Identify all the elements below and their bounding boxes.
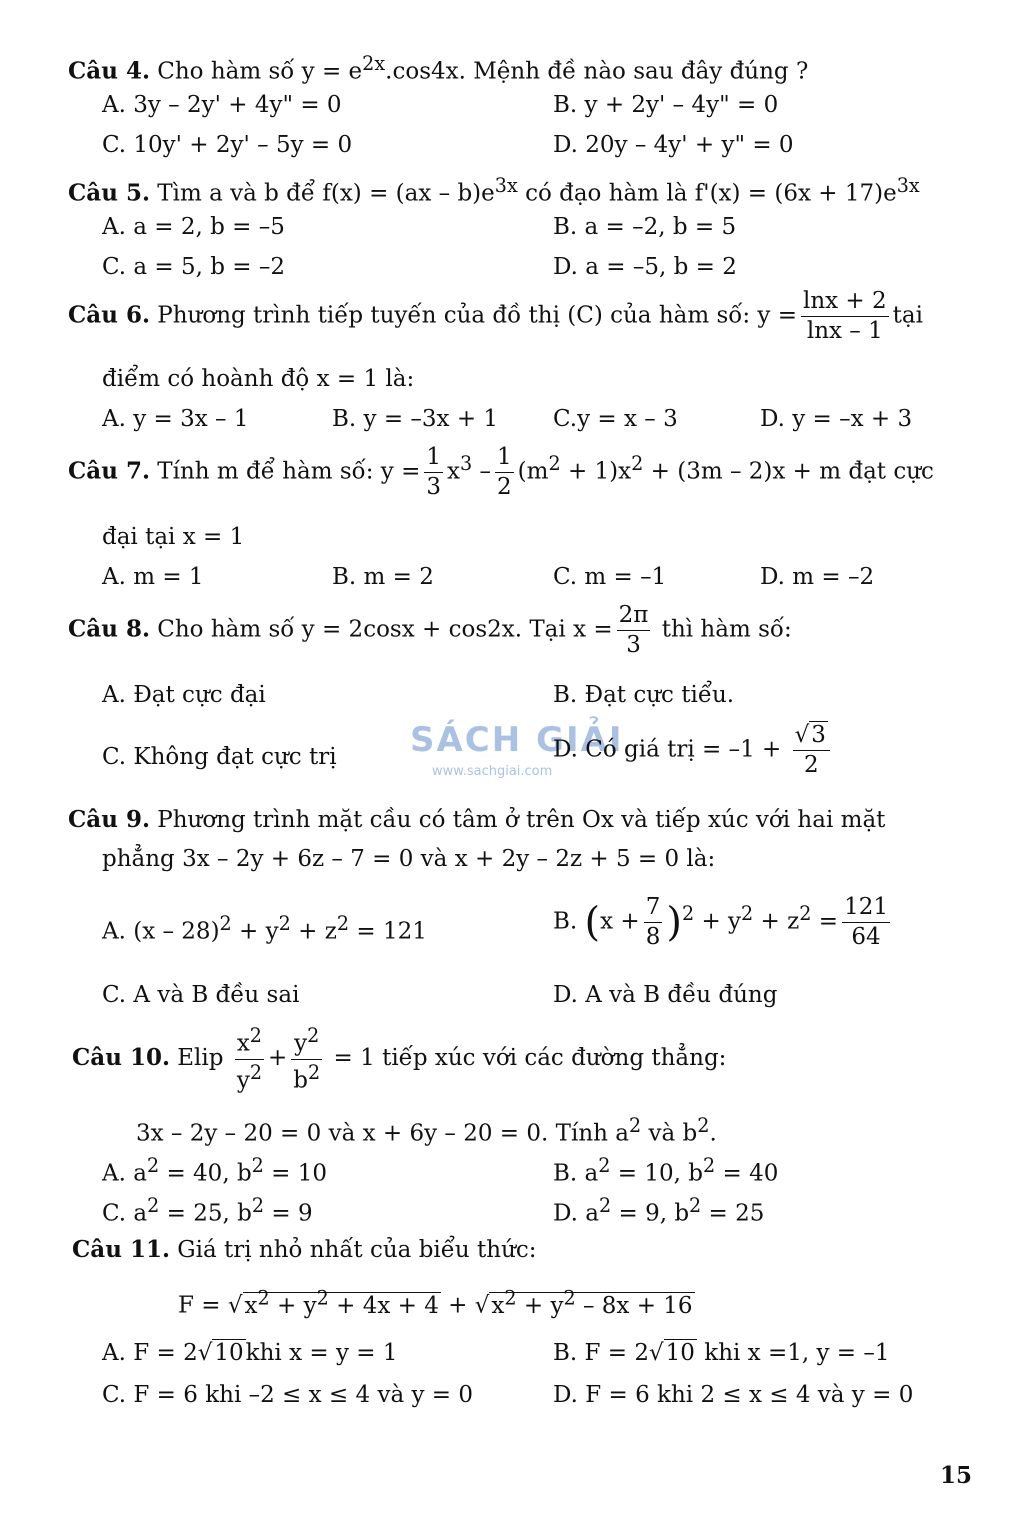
question-10-n1: x [236, 1030, 250, 1057]
sqrt-icon: √ [649, 1340, 664, 1366]
question-6-option-a: A. y = 3x – 1 [102, 406, 249, 432]
question-4-label: Câu 4. [68, 57, 150, 85]
question-9-text: Phương trình mặt cầu có tâm ở trên Ox và tiếp xúc với hai mặt [157, 807, 886, 833]
question-10-option-c-p1: C. a [102, 1200, 148, 1227]
question-10-n2-exp: 2 [307, 1024, 320, 1047]
question-11-root-2-b: + y [516, 1292, 564, 1319]
question-11-option-a-radicand: 10 [214, 1340, 244, 1366]
sqrt-icon: √ [474, 1292, 490, 1319]
question-4-option-a: A. 3y – 2y' + 4y" = 0 [102, 92, 342, 118]
question-6-y: y = [757, 302, 797, 329]
question-10-plus: + [268, 1045, 288, 1072]
question-7-fraction-1-numerator: 1 [426, 444, 442, 470]
question-6-option-d: D. y = –x + 3 [760, 406, 913, 432]
question-7-term-2-exponent: 2 [631, 451, 644, 475]
question-7-term-2: + 1)x [560, 458, 632, 485]
question-5-stem [68, 176, 920, 206]
question-10-option-d-p1: D. a [553, 1200, 599, 1227]
question-8-text: Cho hàm số y = 2cosx + cos2x. Tại [157, 616, 566, 643]
question-5-option-c: C. a = 5, b = –2 [102, 254, 286, 280]
question-6-stem [68, 290, 923, 343]
question-6-label: Câu 6. [68, 301, 150, 329]
question-8-numerator: 2π [618, 602, 649, 628]
question-4-option-c: C. 10y' + 2y' – 5y = 0 [102, 132, 353, 158]
question-10-fraction-2-denominator [291, 1059, 322, 1093]
question-9-stem [68, 808, 885, 832]
question-7-fraction-1 [424, 446, 443, 499]
question-9-option-b-exp-3: 2 [799, 901, 812, 925]
question-9-option-b-result-denominator: 64 [842, 922, 890, 949]
question-11-option-b [553, 1342, 890, 1365]
question-9-option-b-exp-1: 2 [681, 901, 695, 925]
question-10-option-c-s2: 2 [251, 1194, 265, 1217]
right-paren-icon: ) [666, 899, 682, 946]
question-7-term-3: + (3m – 2)x + m [643, 458, 842, 485]
question-9-option-a-exp-1: 2 [219, 912, 232, 935]
question-11-option-b-tail: khi x =1, y = –1 [696, 1340, 890, 1366]
question-5-option-b: B. a = –2, b = 5 [553, 214, 737, 240]
question-5-text-2: có đạo hàm là f'(x) = (6x + 17)e [517, 180, 897, 207]
question-11-option-b-text: B. F = 2 [553, 1340, 650, 1366]
question-7-y: y = [380, 458, 421, 485]
question-7-option-b: B. m = 2 [332, 564, 434, 590]
question-6-numerator: lnx + 2 [802, 288, 887, 314]
question-10-option-d [553, 1196, 764, 1226]
question-10-stem [72, 1026, 726, 1092]
question-11-f: F = [178, 1292, 221, 1319]
question-11-root-2-a: x [491, 1292, 505, 1319]
question-4-exponent: 2x [362, 52, 386, 75]
question-11-root-2 [489, 1288, 694, 1318]
question-7-term-1: (m [517, 458, 549, 485]
question-10-option-d-s1: 2 [598, 1194, 612, 1217]
question-10-option-a-p2: = 40, b [159, 1160, 252, 1187]
question-10-option-a-s2: 2 [251, 1154, 264, 1177]
question-10-option-b-p2: = 10, b [610, 1160, 703, 1187]
question-11-root-1-a: x [244, 1292, 258, 1319]
question-4-stem [68, 54, 808, 84]
question-9-option-b-result-numerator: 121 [844, 894, 888, 920]
question-11-option-b-radicand: 10 [665, 1340, 695, 1366]
question-7-x-exponent: 3 [460, 451, 473, 475]
question-11-root-2-exp-2: 2 [563, 1286, 576, 1309]
question-10-n2: y [294, 1030, 308, 1057]
question-4-text-2: .cos4x. Mệnh đề nào sau đây đúng ? [385, 58, 809, 85]
question-11-stem [72, 1238, 537, 1262]
question-11-option-d: D. F = 6 khi 2 ≤ x ≤ 4 và y = 0 [553, 1382, 914, 1408]
question-10-option-a-p1: A. a [102, 1160, 147, 1187]
question-6-tail: tại [892, 302, 923, 329]
sqrt-icon: √ [197, 1340, 213, 1366]
question-10-option-b [553, 1156, 778, 1186]
question-11-option-a-text: A. F = 2 [102, 1340, 198, 1366]
question-10-line-exp: 2 [628, 1114, 642, 1137]
question-11-option-a-tail: khi x = y = 1 [245, 1340, 398, 1366]
question-10-option-c-s1: 2 [147, 1194, 160, 1217]
question-8-option-d-fraction [793, 724, 830, 777]
question-10-option-a [102, 1156, 327, 1186]
question-10-d2-exp: 2 [308, 1060, 321, 1084]
question-10-fraction-1 [235, 1026, 264, 1092]
question-9-option-b-label: B. [553, 908, 578, 935]
question-10-option-b-s2: 2 [702, 1154, 716, 1177]
question-9-option-b-equals: = [811, 908, 839, 935]
question-9-option-b [553, 896, 894, 949]
question-7-option-a: A. m = 1 [102, 564, 204, 590]
question-7-x: x [447, 458, 460, 485]
question-8-label: Câu 8. [68, 615, 150, 643]
question-10-option-d-p2: = 9, b [611, 1200, 690, 1227]
question-6-text: Phương trình tiếp tuyến của đồ thị (C) của hàm số: [157, 302, 751, 329]
question-8-fraction [617, 604, 651, 657]
question-10-option-b-p1: B. a [553, 1160, 599, 1187]
question-5-exponent: 3x [494, 174, 518, 197]
question-9-option-d: D. A và B đều đúng [553, 982, 778, 1008]
question-11-root-1-c: + 4x + 4 [328, 1292, 439, 1319]
question-8-x: x = [573, 616, 613, 643]
question-8-option-d-radicand: 3 [811, 722, 826, 748]
question-10-option-a-p3: = 10 [263, 1160, 328, 1187]
question-11-plus: + [440, 1292, 475, 1319]
question-10-option-c-p2: = 25, b [159, 1200, 252, 1227]
question-9-option-b-part-2: + y [701, 908, 742, 935]
question-7-fraction-2-numerator: 1 [497, 444, 512, 470]
question-10-option-b-s1: 2 [598, 1154, 611, 1177]
question-10-text: Elip [177, 1045, 224, 1072]
question-9-option-b-denominator: 8 [645, 924, 661, 950]
question-10-option-b-p3: = 40 [715, 1160, 779, 1187]
question-11-expression [178, 1288, 695, 1318]
question-8-option-b: B. Đạt cực tiểu. [553, 682, 735, 708]
question-9-option-b-x: x + [600, 908, 640, 935]
question-5-exponent-2: 3x [896, 174, 920, 197]
question-10-lines [136, 1116, 717, 1146]
question-9-continuation: phẳng 3x – 2y + 6z – 7 = 0 và x + 2y – 2z + 5 = 0 là: [102, 846, 716, 872]
question-10-line-text-2: và b [641, 1120, 698, 1147]
watermark-logo: SÁCH GIẢI [410, 720, 624, 760]
watermark-url: www.sachgiai.com [432, 764, 553, 779]
question-11-root-1-b: + y [269, 1292, 317, 1319]
question-6-option-b: B. y = –3x + 1 [332, 406, 499, 432]
question-8-tail: thì hàm số: [661, 616, 792, 643]
question-9-option-a [102, 914, 427, 944]
question-11-root-2-c: – 8x + 16 [575, 1292, 693, 1319]
question-9-label: Câu 9. [68, 806, 150, 833]
question-10-fraction-2 [291, 1026, 322, 1092]
question-7-term-1-exponent: 2 [548, 451, 561, 475]
question-10-d1-exp: 2 [249, 1060, 263, 1084]
question-11-root-1 [243, 1288, 441, 1318]
question-10-d1: y [236, 1067, 250, 1094]
question-10-line-text: 3x – 2y – 20 = 0 và x + 6y – 20 = 0. Tính a [136, 1120, 629, 1147]
question-11-label: Câu 11. [72, 1236, 170, 1263]
question-7-option-c: C. m = –1 [553, 564, 667, 590]
question-11-root-2-exp: 2 [504, 1286, 517, 1309]
question-9-option-a-part-3: + z [290, 918, 337, 945]
question-9-option-a-exp-2: 2 [278, 912, 291, 935]
question-5-label: Câu 5. [68, 179, 150, 207]
question-10-d2: b [293, 1067, 309, 1094]
question-7-label: Câu 7. [68, 457, 150, 485]
question-7-tail: đạt cực [848, 458, 934, 485]
question-10-n1-exp: 2 [249, 1024, 262, 1047]
question-7-minus: – [479, 458, 492, 485]
question-10-option-a-s1: 2 [146, 1154, 160, 1177]
sqrt-icon: √ [227, 1292, 243, 1319]
question-9-option-a-part-1: A. (x – 28) [102, 918, 220, 945]
question-6-fraction [801, 290, 889, 343]
question-11-text: Giá trị nhỏ nhất của biểu thức: [177, 1237, 537, 1263]
question-8-option-d-text: D. Có giá trị = –1 + [553, 736, 782, 763]
question-5-option-d: D. a = –5, b = 2 [553, 254, 737, 280]
question-7-text: Tính m để hàm số: [157, 458, 374, 485]
question-6-option-c: C.y = x – 3 [553, 406, 678, 432]
question-8-option-c: C. Không đạt cực trị [102, 744, 337, 770]
question-7-fraction-1-denominator: 3 [426, 474, 442, 500]
question-8-option-d-denominator: 2 [793, 750, 830, 777]
question-10-line-text-3: . [709, 1120, 717, 1147]
question-4-option-d: D. 20y – 4y' + y" = 0 [553, 132, 794, 158]
question-10-line-exp-2: 2 [697, 1114, 710, 1137]
left-paren-icon: ( [584, 899, 601, 946]
question-11-option-c: C. F = 6 khi –2 ≤ x ≤ 4 và y = 0 [102, 1382, 473, 1408]
question-9-option-b-numerator: 7 [645, 894, 661, 920]
question-9-option-b-exp-2: 2 [741, 901, 754, 925]
question-10-option-c [102, 1196, 313, 1226]
question-10-fraction-1-denominator [235, 1059, 264, 1093]
question-9-option-a-part-2: + y [231, 918, 279, 945]
question-6-continuation: điểm có hoành độ x = 1 là: [102, 366, 415, 392]
question-5-text: Tìm a và b để f(x) = (ax – b)e [157, 180, 495, 207]
page-number: 15 [940, 1462, 973, 1489]
question-10-equation-tail: = 1 tiếp xúc với các đường thẳng: [333, 1045, 727, 1072]
question-9-option-b-result [842, 896, 890, 949]
question-10-option-d-p3: = 25 [701, 1200, 765, 1227]
question-9-option-a-exp-3: 2 [336, 912, 350, 935]
question-10-fraction-2-numerator [291, 1026, 322, 1059]
question-7-stem [68, 446, 934, 499]
question-9-option-b-fraction [644, 896, 663, 949]
question-7-fraction-2-denominator: 2 [497, 474, 512, 500]
question-9-option-c: C. A và B đều sai [102, 982, 300, 1008]
question-7-option-d: D. m = –2 [760, 564, 875, 590]
question-10-fraction-1-numerator [235, 1026, 264, 1059]
question-8-denominator: 3 [617, 630, 651, 657]
question-5-option-a: A. a = 2, b = –5 [102, 214, 285, 240]
question-11-option-a [102, 1342, 397, 1365]
question-10-option-c-p3: = 9 [264, 1200, 313, 1227]
question-7-fraction-2 [495, 446, 514, 499]
question-11-root-1-exp: 2 [257, 1286, 270, 1309]
question-4-option-b: B. y + 2y' – 4y" = 0 [553, 92, 779, 118]
question-9-option-a-part-4: = 121 [349, 918, 427, 945]
question-9-option-b-part-3: + z [753, 908, 800, 935]
question-6-denominator: lnx – 1 [801, 316, 889, 343]
question-11-root-1-exp-2: 2 [316, 1286, 329, 1309]
question-10-label: Câu 10. [72, 1044, 170, 1072]
question-8-option-d [553, 724, 834, 777]
question-7-continuation: đại tại x = 1 [102, 524, 245, 550]
question-8-stem [68, 604, 792, 657]
question-10-option-d-s2: 2 [689, 1194, 702, 1217]
question-8-option-d-root: √3 [794, 722, 826, 748]
question-8-option-a: A. Đạt cực đại [102, 682, 266, 708]
question-4-text: Cho hàm số y = e [157, 58, 363, 85]
